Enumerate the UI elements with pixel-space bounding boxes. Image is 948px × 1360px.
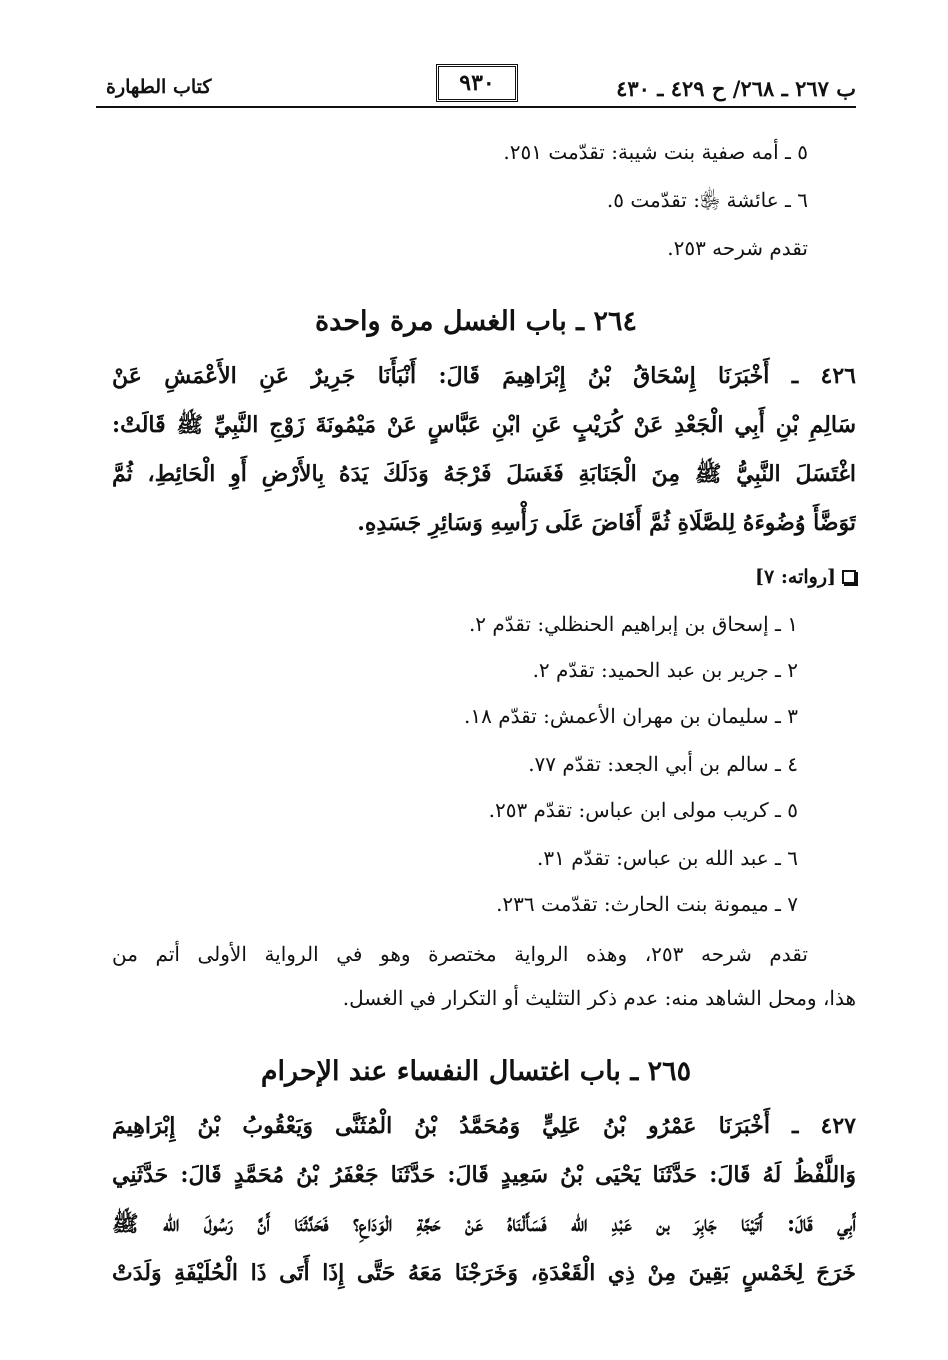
hadith-line: خَرَجَ لِخَمْسٍ بَقِينَ مِنْ ذِي الْقَعْدَةِ، وَخَرَجْنَا مَعَهُ حَتَّى إِذَا أَتَى ذَا الْحُلَيْفَةِ وَلَدَتْ [112, 1260, 856, 1286]
commentary-paragraph [112, 932, 856, 1020]
narrator-item: ٧ ـ ميمونة بنت الحارث: تقدّمت ٢٣٦. [496, 892, 798, 916]
hadith-text [112, 1102, 856, 1298]
narrator-item: ٢ ـ جرير بن عبد الحميد: تقدّم ٢. [532, 658, 798, 682]
hadith-text [112, 352, 856, 548]
commentary-line: تقدم شرحه ٢٥٣. [667, 236, 808, 260]
narrator-item: ٦ ـ عبد الله بن عباس: تقدّم ٣١. [537, 846, 798, 870]
narrator-item: ٥ ـ كريب مولى ابن عباس: تقدّم ٢٥٣. [488, 798, 798, 822]
header-book-title: كتاب الطهارة [106, 76, 212, 98]
hadith-line: ٤٢٧ ـ أَخْبَرَنَا عَمْرُو بْنُ عَلِيٍّ وَمُحَمَّدُ بْنُ الْمُثَنَّى وَيَعْقُوبُ بْنُ إِبْرَاهِيمَ [112, 1113, 856, 1139]
hadith-line: سَالِمِ بْنِ أَبِي الْجَعْدِ عَنْ كُرَيْبٍ عَنِ ابْنِ عَبَّاسٍ عَنْ مَيْمُونَةَ زَوْجِ النَّبِيِّ ﷺ قَالَتْ: [112, 412, 856, 438]
narrator-line: ٥ ـ أمه صفية بنت شيبة: تقدّمت ٢٥١. [503, 140, 808, 164]
chapter-heading: ٢٦٥ ـ باب اغتسال النفساء عند الإحرام [260, 1056, 692, 1087]
hadith-line: أَبِي قَالَ: أَتَيْنَا جَابِرَ بن عَبْدِ الله فَسَأَلْنَاهُ عَنْ حَجَّةِ الْوَدَاعِ؟ فَحَدَّثَنَا أَنَّ رَسُولَ الله ﷺ [112, 1211, 856, 1237]
narrators-count-label: [رواته: ٧] [755, 566, 836, 588]
header-reference: ب ٢٦٧ ـ ٢٦٨/ ح ٤٢٩ ـ ٤٣٠ [616, 76, 856, 101]
commentary-line: تقدم شرحه ٢٥٣، وهذه الرواية مختصرة وهو في الرواية الأولى أتم من [112, 942, 808, 966]
commentary-line: هذا، ومحل الشاهد منه: عدم ذكر التثليث أو التكرار في الغسل. [342, 986, 856, 1010]
hadith-line: ٤٢٦ ـ أَخْبَرَنَا إِسْحَاقُ بْنُ إِبْرَاهِيمَ قَالَ: أَنْبَأَنَا جَرِيرٌ عَنِ الأَعْمَشِ عَنْ [112, 363, 856, 389]
chapter-heading: ٢٦٤ ـ باب الغسل مرة واحدة [315, 306, 637, 337]
page-header [96, 62, 856, 106]
narrator-item: ١ ـ إسحاق بن إبراهيم الحنظلي: تقدّم ٢. [468, 612, 798, 636]
narrators-section-title [755, 566, 856, 588]
narrator-line: ٦ ـ عائشة ﵂: تقدّمت ٥. [606, 188, 808, 212]
hadith-line: وَاللَّفْظُ لَهُ قَالَ: حَدَّثَنَا يَحْيَى بْنُ سَعِيدٍ قَالَ: حَدَّثَنَا جَعْفَرُ بْنُ مُحَمَّدٍ قَالَ: حَدَّثَنِي [112, 1162, 856, 1188]
narrator-item: ٣ ـ سليمان بن مهران الأعمش: تقدّم ١٨. [464, 704, 798, 728]
narrator-item: ٤ ـ سالم بن أبي الجعد: تقدّم ٧٧. [528, 752, 798, 776]
square-bullet-icon [842, 570, 856, 584]
header-divider [96, 106, 856, 108]
hadith-line: تَوَضَّأَ وُضُوءَهُ لِلصَّلَاةِ ثُمَّ أَفَاضَ عَلَى رَأْسِهِ وَسَائِرِ جَسَدِهِ. [357, 510, 856, 536]
page-number: ٩٣٠ [436, 64, 518, 102]
hadith-line: اغْتَسَلَ النَّبِيُّ ﷺ مِنَ الْجَنَابَةِ فَغَسَلَ فَرْجَهُ وَدَلَكَ يَدَهُ بِالأَرْضِ أَوِ الْحَائِطِ، ثُمَّ [112, 461, 856, 487]
